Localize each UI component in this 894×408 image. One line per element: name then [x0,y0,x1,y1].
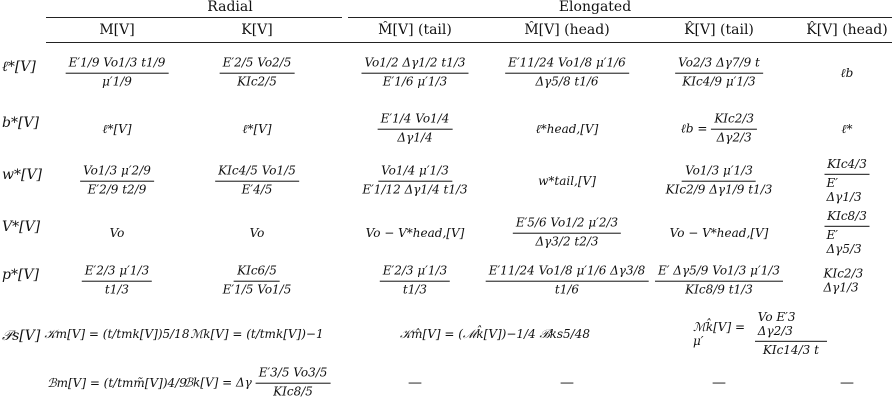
cell-m: ℓ*[V] [102,121,132,136]
fraction: $\frac{\text{KIc4/3}}{E' \Delta\gamma 1/3}$ [824,158,871,204]
ps-dash-khat-tail: — [712,375,726,391]
table-top-rule [46,42,892,43]
ps-bk-relation: ℬk[V] = Δγ $\frac{E'3/5 Vo3/5}{\text{KIc8/5}}$ [184,367,331,400]
cell-mhat-head: w*tail,[V] [538,173,596,188]
cell-m [80,165,154,198]
cell-m [66,57,169,90]
cell-khat-tail [655,265,783,298]
cell-mhat-tail [359,165,470,198]
cell-m: Vo [109,225,125,240]
fraction: $\frac{\text{KIc6/5}}{E'1/5 Vo1/5}$ [222,263,292,297]
cell-mhat-tail [378,113,453,146]
fraction: $\frac{E'11/24 Vo1/8 \mu'1/6}{\Delta\gamma 5/8 t1/6}$ [505,57,629,90]
cell-khat-head [824,210,871,256]
cell-khat-tail [675,57,763,90]
cell-mhat-tail [361,57,468,90]
group-header-radial: Radial [207,0,253,15]
fraction: $\frac{E' \Delta\gamma 5/9 Vo1/3 \mu'1/3}{\text{KIc8/9 t1/3}}$ [655,265,783,298]
ps-bk-fraction: $\frac{E'3/5 Vo3/5}{\text{KIc8/5}}$ [256,367,331,400]
ps-khat-fraction: $\frac{\text{Vo E′3 Δγ2/3}}{\text{KIc14/3 t}}$ [755,311,827,357]
row-label: w*[V] [2,167,43,183]
ps-elongated-m-relation: 𝒦m̂[V] = (ℳk̂[V])−1/4 ℬks5/48 [400,326,590,341]
ps-dash-mhat-tail: — [408,375,422,391]
ps-elongated-k-relation: ℳk̂[V] = μ′ $\frac{\text{Vo E′3 Δγ2/3}}{\text{KIc14/3 t}}$ [693,311,827,357]
elongated-rule [348,17,892,18]
fraction: $\frac{E'2/3 \mu'1/3}{t1/3}$ [82,265,152,298]
cell-mhat-head: ℓ*head,[V] [535,121,599,136]
radial-rule [46,17,342,18]
fraction: $\frac{\text{KIc2/3}}{\Delta\gamma 2/3}$ [711,113,757,146]
cell-mhat-head [505,57,629,90]
cell-m [82,265,152,298]
cell-khat-tail [663,165,776,198]
row-label: p*[V] [2,267,39,283]
cell-khat-head: KIc2/3 Δγ1/3 [823,266,864,295]
cell-k: ℓ*[V] [242,121,272,136]
fraction: $\frac{Vo1/4 \mu'1/3}{E'1/12 \Delta\gamma 1/4 t1/3}$ [362,163,468,197]
cell-k [220,57,295,90]
ps-dash-mhat-head: — [560,375,574,391]
fraction: $\frac{E'2/3 \mu'1/3}{t1/3}$ [380,265,450,298]
col-header-k: K[V] [241,22,273,38]
col-header-khat-head: K̂[V] (head) [806,22,888,38]
ps-dash-khat-head: — [840,375,854,391]
cell-mhat-head [486,265,649,298]
cell-k [220,265,295,298]
fraction: $\frac{E'5/6 Vo1/2 \mu'2/3}{\Delta\gamma 3/2 t2/3}$ [513,217,621,250]
fraction: $\frac{Vo1/2 \Delta\gamma 1/2 t1/3}{E'1/6 \mu'1/3}$ [361,57,468,90]
cell-mhat-tail: Vo − V*head,[V] [365,225,465,240]
col-header-m: M[V] [99,22,135,38]
cell-mhat-head [513,217,621,250]
cell-khat-head [824,158,871,204]
ps-bm-relation: ℬm[V] = (t/tmm̃[V])4/9 [47,375,187,390]
cell-khat-head: ℓb [840,65,854,80]
row-label: V*[V] [2,219,41,235]
fraction: $\frac{\text{KIc8/3}}{E' \Delta\gamma 5/3}$ [824,210,871,256]
ps-k-relation: ℳk[V] = (t/tmk[V])−1 [190,326,324,341]
cell-khat-tail: ℓb = $\frac{\text{KIc2/3}}{\Delta\gamma 2/3}$ [681,113,757,146]
row-label: b*[V] [2,115,39,131]
ps-m-relation: 𝒦m[V] = (t/tmk[V])5/18 [44,326,190,341]
fraction: $\frac{\text{KIc4/5 Vo1/5}}{E'4/5}$ [215,165,299,198]
fraction: $\frac{Vo2/3 \Delta\gamma 7/9 t}{\text{KIc4/9 μ′1/3}}$ [675,57,763,90]
col-header-khat-tail: K̂[V] (tail) [684,22,754,38]
row-label-ps: 𝒫s[V] [2,328,41,344]
cell-khat-tail: Vo − V*head,[V] [669,225,769,240]
cell-k: Vo [249,225,265,240]
row-label: ℓ*[V] [2,59,36,75]
col-header-mhat-head: M̂[V] (head) [524,22,610,38]
fraction: $\frac{E'11/24 Vo1/8 \mu'1/6 \Delta\gamma 3/8}{t1/6}$ [486,265,649,298]
cell-mhat-tail [380,265,450,298]
fraction: $\frac{E'1/4 Vo1/4}{\Delta\gamma 1/4}$ [378,113,453,146]
fraction: $\frac{Vo1/3 \mu'2/9}{E'2/9 t2/9}$ [80,165,154,198]
fraction: $\frac{Vo1/3 \mu'1/3}{\text{KIc2/9 Δγ1/9 t1/3}}$ [665,163,773,197]
cell-k [215,165,299,198]
col-header-mhat-tail: M̂[V] (tail) [378,22,452,38]
fraction: $\frac{E'2/5 Vo2/5}{\text{KIc2/5}}$ [220,57,295,90]
fraction: $\frac{E'1/9 Vo1/3 t1/9}{\mu'1/9}$ [66,57,169,90]
cell-khat-head: ℓ* [841,121,853,136]
group-header-elongated: Elongated [558,0,632,15]
